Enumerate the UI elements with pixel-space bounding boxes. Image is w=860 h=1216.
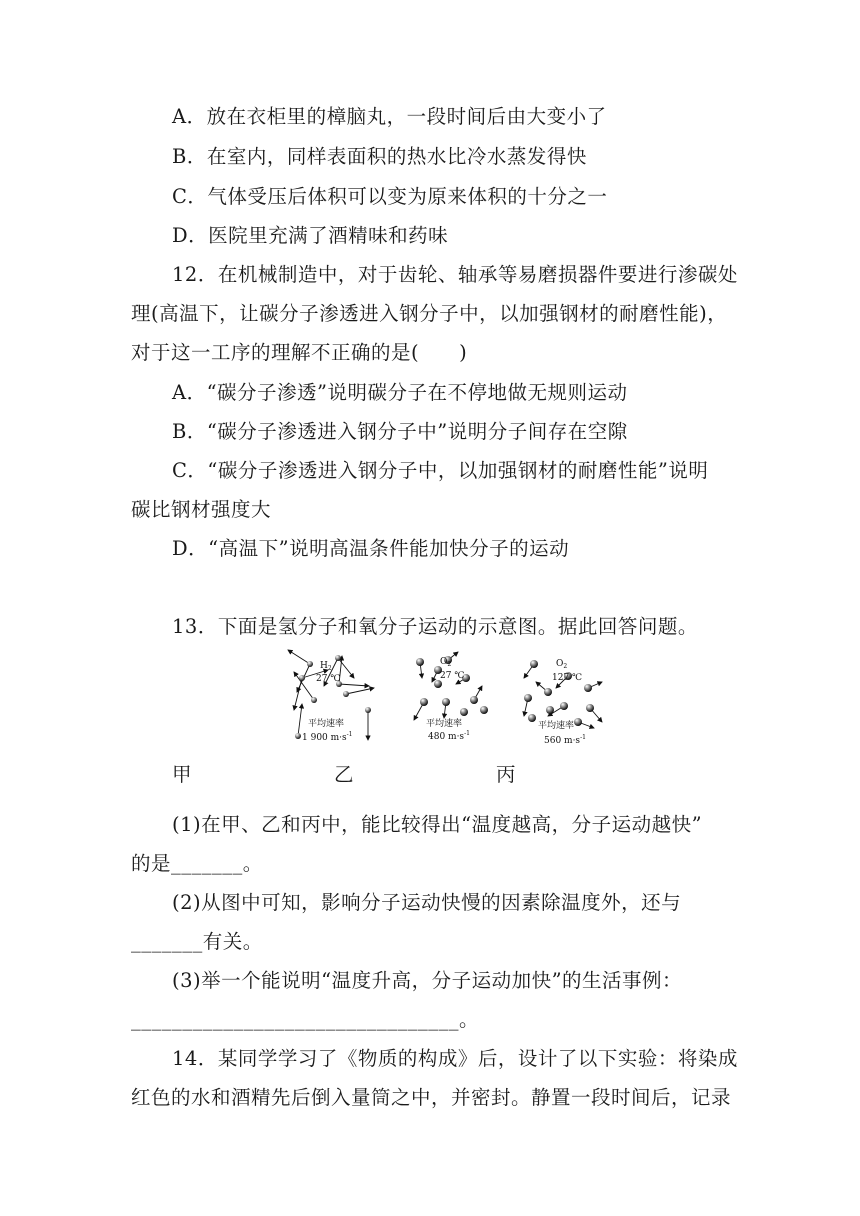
- q13-stem: 13．下面是氢分子和氧分子运动的示意图。据此回答问题。: [172, 615, 698, 638]
- q13-sub2-line-2: _______有关。: [131, 930, 263, 953]
- speed-label: 平均速率: [308, 719, 345, 729]
- q12-option-c-cont: 碳比钢材强度大: [131, 498, 272, 521]
- q13-sub3-line-1: (3)举一个能说明“温度升高，分子运动加快”的生活事例：: [172, 969, 683, 992]
- q11-option-c: C．气体受压后体积可以变为原来体积的十分之一: [172, 185, 608, 208]
- q13-sub3-line-2: ________________________________。: [131, 1008, 479, 1031]
- figure-caption-jia: 甲: [172, 763, 192, 786]
- q11-option-b: B．在室内，同样表面积的热水比冷水蒸发得快: [172, 145, 587, 168]
- temperature-label: 127 ℃: [552, 673, 583, 683]
- figure-jia: [284, 648, 384, 748]
- speed-value: 560 $m\cdot s^{-1}$: [544, 734, 586, 746]
- temperature-label: 27 ℃: [316, 674, 341, 684]
- gas-label: $O_2$: [556, 659, 568, 670]
- speed-label: 平均速率: [538, 721, 575, 731]
- q14-line-2: 红色的水和酒精先后倒入量筒之中，并密封。静置一段时间后，记录: [131, 1086, 732, 1109]
- speed-label: 平均速率: [426, 719, 463, 729]
- q11-option-a: A．放在衣柜里的樟脑丸，一段时间后由大变小了: [172, 105, 607, 128]
- figure-caption-bing: 丙: [496, 763, 516, 786]
- q13-sub2-line-1: (2)从图中可知，影响分子运动快慢的因素除温度外，还与: [172, 891, 682, 914]
- figure-bing: [520, 648, 610, 748]
- speed-value: 480 $m\cdot s^{-1}$: [428, 730, 470, 742]
- gas-label: $O_2$: [440, 657, 452, 668]
- gas-label: $H_2$: [320, 661, 332, 672]
- temperature-label: 27 ℃: [440, 671, 465, 681]
- q12-option-b: B．“碳分子渗透进入钢分子中”说明分子间存在空隙: [172, 420, 628, 443]
- q12-stem-line-2: 理(高温下，让碳分子渗透进入钢分子中，以加强钢材的耐磨性能)，: [131, 302, 728, 325]
- q13-sub1-line-2: 的是_______。: [131, 852, 263, 875]
- figure-caption-yi: 乙: [334, 763, 354, 786]
- q12-stem-line-3: 对于这一工序的理解不正确的是( ): [131, 341, 468, 364]
- q12-option-a: A．“碳分子渗透”说明碳分子在不停地做无规则运动: [172, 381, 628, 404]
- speed-value: 1 900 $m\cdot s^{-1}$: [302, 731, 353, 743]
- q14-line-1: 14．某同学学习了《物质的构成》后，设计了以下实验：将染成: [172, 1047, 738, 1070]
- q11-option-d: D．医院里充满了酒精味和药味: [172, 224, 449, 247]
- q12-stem-line-1: 12．在机械制造中，对于齿轮、轴承等易磨损器件要进行渗碳处: [172, 263, 738, 286]
- q12-option-d: D．“高温下”说明高温条件能加快分子的运动: [172, 537, 570, 560]
- q12-option-c: C．“碳分子渗透进入钢分子中，以加强钢材的耐磨性能”说明: [172, 459, 709, 482]
- figure-yi: [410, 648, 500, 748]
- q13-sub1-line-1: (1)在甲、乙和丙中，能比较得出“温度越高，分子运动越快”: [172, 813, 703, 836]
